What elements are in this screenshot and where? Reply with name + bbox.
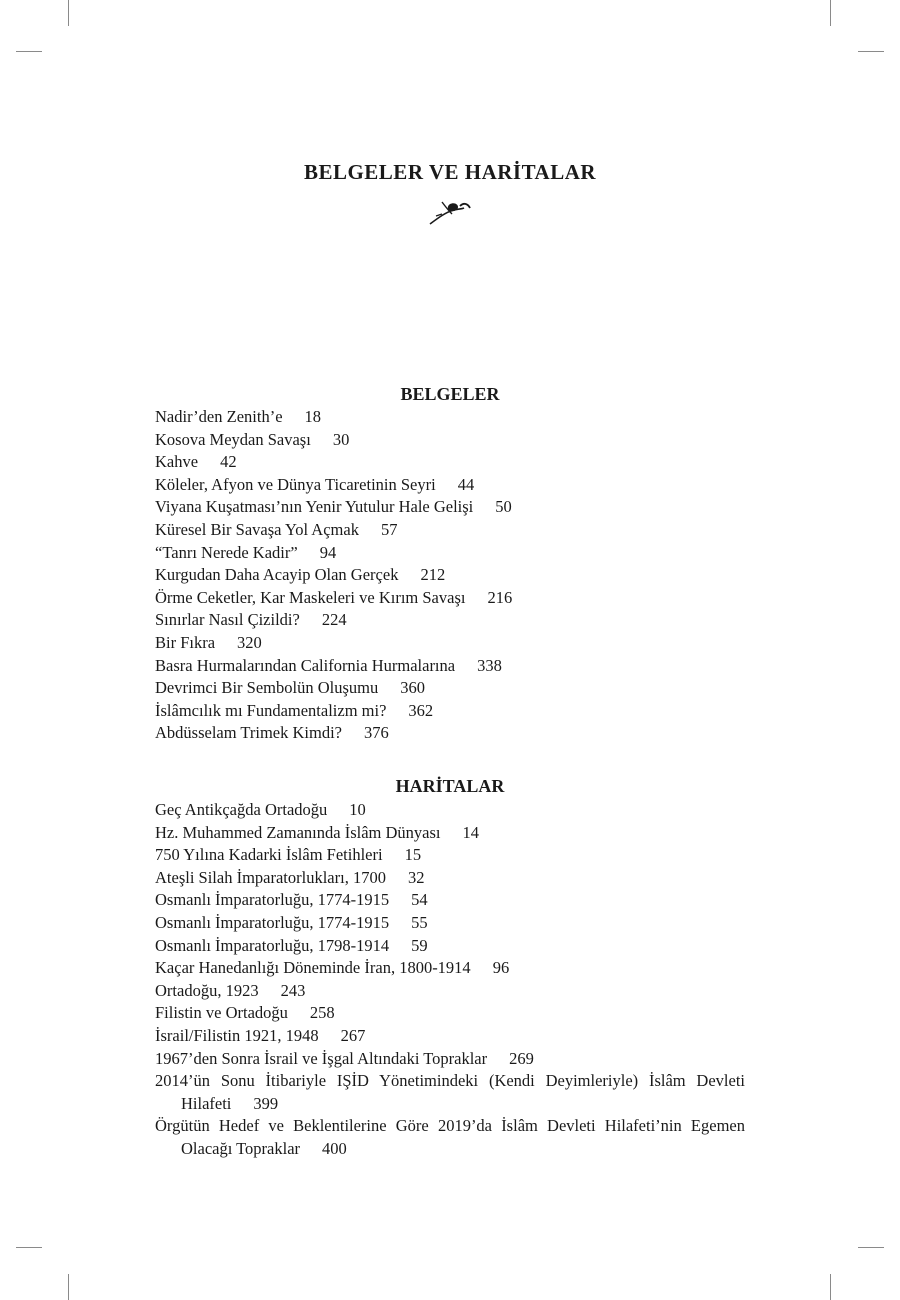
crop-mark: [830, 1274, 831, 1300]
entry-title: Abdüsselam Trimek Kimdi?: [155, 723, 343, 743]
entry-page-number: 44: [457, 474, 475, 494]
list-item: [155, 519, 745, 542]
ornament-icon: [428, 194, 472, 228]
list-item: [155, 957, 745, 980]
entry-title: “Tanrı Nerede Kadir”: [155, 542, 298, 562]
list-item: [155, 542, 745, 565]
entry-page-number: 216: [487, 587, 513, 607]
entry-page-number: 30: [332, 429, 350, 449]
list-item: [155, 609, 745, 632]
entry-page-number: 267: [340, 1025, 366, 1045]
entry-page-number: 224: [321, 610, 347, 630]
list-item: [155, 451, 745, 474]
entry-page-number: 55: [411, 912, 428, 932]
entry-page-number: 212: [420, 565, 446, 585]
list-item: [155, 1115, 745, 1160]
entry-title: Osmanlı İmparatorluğu, 1774-1915: [155, 912, 390, 932]
crop-mark: [16, 1247, 42, 1248]
entry-page-number: 42: [220, 452, 237, 472]
entry-page-number: 362: [408, 700, 434, 720]
entry-page-number: 399: [253, 1093, 279, 1113]
list-item: [155, 429, 745, 452]
list-item: [155, 822, 745, 845]
entry-page-number: 320: [237, 632, 262, 652]
section-heading-haritalar: HARİTALAR: [395, 776, 505, 796]
list-item: [155, 655, 745, 678]
list-item: [155, 844, 745, 867]
list-item: [155, 1048, 745, 1071]
entry-page-number: 50: [495, 497, 512, 517]
list-item: [155, 722, 745, 745]
entry-page-number: 338: [477, 655, 502, 675]
entry-page-number: 376: [364, 723, 389, 743]
section-heading-belgeler: BELGELER: [400, 384, 500, 404]
crop-mark: [858, 1247, 884, 1248]
entry-page-number: 96: [492, 958, 510, 978]
entry-title: Kurgudan Daha Acayip Olan Gerçek: [155, 565, 399, 585]
list-item: [155, 889, 745, 912]
entry-title: Kosova Meydan Savaşı: [155, 429, 311, 449]
entry-title: Kaçar Hanedanlığı Döneminde İran, 1800-1914: [155, 958, 471, 978]
entry-title: Sınırlar Nasıl Çizildi?: [155, 610, 300, 630]
entry-title: 750 Yılına Kadarki İslâm Fetihleri: [155, 845, 383, 865]
list-item: [155, 935, 745, 958]
list-item: [155, 677, 745, 700]
belgeler-list: [155, 406, 745, 745]
entry-title: Kahve: [155, 452, 199, 472]
entry-title: İsrail/Filistin 1921, 1948: [155, 1025, 319, 1045]
entry-title: Osmanlı İmparatorluğu, 1798-1914: [155, 935, 390, 955]
entry-title: Devrimci Bir Sembolün Oluşumu: [155, 678, 379, 698]
entry-title: Filistin ve Ortadoğu: [155, 1003, 288, 1023]
list-item: [155, 632, 745, 655]
list-item: [155, 496, 745, 519]
entry-title: 2014’ün Sonu İtibariyle IŞİD Yönetimindeki (Kendi Deyimleriyle) İslâm Devleti Hilafeti: [155, 1071, 745, 1113]
list-item: [155, 799, 745, 822]
list-item: [155, 1002, 745, 1025]
list-item: [155, 867, 745, 890]
list-item: [155, 564, 745, 587]
entry-title: Basra Hurmalarından California Hurmalarına: [155, 655, 456, 675]
entry-title: Viyana Kuşatması’nın Yenir Yutulur Hale Gelişi: [155, 497, 474, 517]
entry-page-number: 15: [404, 845, 422, 865]
list-item: [155, 1070, 745, 1115]
entry-title: Ortadoğu, 1923: [155, 980, 259, 1000]
list-item: [155, 1025, 745, 1048]
entry-page-number: 94: [319, 542, 337, 562]
entry-title: Hz. Muhammed Zamanında İslâm Dünyası: [155, 822, 441, 842]
crop-mark: [68, 0, 69, 26]
entry-title: Küresel Bir Savaşa Yol Açmak: [155, 519, 359, 539]
entry-page-number: 269: [509, 1048, 534, 1068]
entry-title: Örme Ceketler, Kar Maskeleri ve Kırım Savaşı: [155, 587, 466, 607]
entry-page-number: 18: [304, 407, 322, 426]
entry-page-number: 59: [411, 935, 428, 955]
entry-page-number: 14: [462, 822, 479, 842]
haritalar-list: [155, 799, 745, 1161]
entry-page-number: 243: [280, 980, 306, 1000]
list-item: [155, 587, 745, 610]
entry-page-number: 400: [322, 1138, 347, 1158]
entry-page-number: 54: [411, 890, 428, 910]
entry-title: Köleler, Afyon ve Dünya Ticaretinin Seyri: [155, 474, 436, 494]
entry-title: Ateşli Silah İmparatorlukları, 1700: [155, 867, 386, 887]
list-item: [155, 474, 745, 497]
list-item: [155, 912, 745, 935]
entry-page-number: 10: [349, 800, 366, 819]
entry-title: Örgütün Hedef ve Beklentilerine Göre 2019’da İslâm Devleti Hilafeti’nin Egemen Olacağı Topraklar: [155, 1116, 745, 1158]
entry-page-number: 57: [380, 519, 398, 539]
list-item: [155, 406, 745, 429]
crop-mark: [858, 51, 884, 52]
crop-mark: [830, 0, 831, 26]
entry-title: İslâmcılık mı Fundamentalizm mi?: [155, 700, 387, 720]
entry-title: Nadir’den Zenith’e: [155, 407, 283, 426]
crop-mark: [68, 1274, 69, 1300]
entry-page-number: 360: [400, 678, 425, 698]
entry-title: Osmanlı İmparatorluğu, 1774-1915: [155, 890, 390, 910]
entry-page-number: 32: [407, 867, 425, 887]
entry-title: Bir Fıkra: [155, 632, 216, 652]
entry-page-number: 258: [309, 1003, 335, 1023]
crop-mark: [16, 51, 42, 52]
list-item: [155, 700, 745, 723]
entry-title: Geç Antikçağda Ortadoğu: [155, 800, 328, 819]
page-title: BELGELER VE HARİTALAR: [303, 160, 597, 185]
list-item: [155, 980, 745, 1003]
entry-title: 1967’den Sonra İsrail ve İşgal Altındaki Topraklar: [155, 1048, 488, 1068]
